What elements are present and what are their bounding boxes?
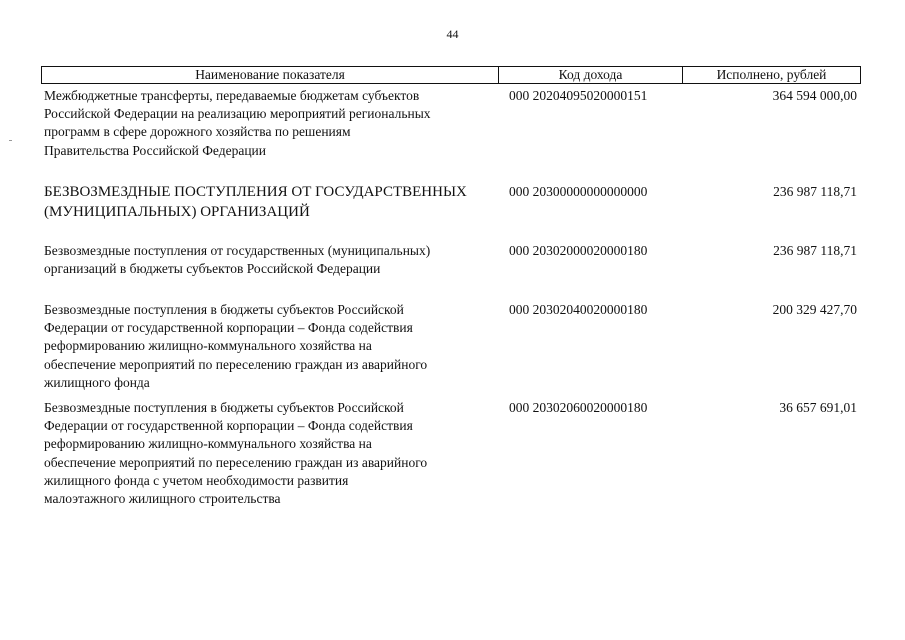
row-name-line: Безвозмездные поступления от государственных (муниципальных) (44, 243, 431, 258)
row-name-line: (МУНИЦИПАЛЬНЫХ) ОРГАНИЗАЦИЙ (44, 204, 310, 220)
row-name (44, 87, 502, 160)
row-amount: 236 987 118,71 (773, 184, 857, 199)
table-header (41, 66, 861, 84)
header-amount: Исполнено, рублей (716, 67, 827, 82)
row-code: 000 20302000020000180 (509, 243, 648, 258)
row-name-line: Безвозмездные поступления в бюджеты субъектов Российской (44, 302, 404, 317)
row-code: 000 20302040020000180 (509, 302, 648, 317)
row-name-line: Межбюджетные трансферты, передаваемые бюджетам субъектов (44, 88, 420, 103)
scan-mark (9, 140, 12, 141)
row-name-line: Правительства Российской Федерации (44, 142, 266, 158)
row-name-line: обеспечение мероприятий по переселению граждан из аварийного (44, 454, 428, 470)
header-name: Наименование показателя (42, 67, 499, 83)
row-name (44, 182, 502, 222)
row-name-line: малоэтажного жилищного строительства (44, 491, 281, 507)
row-amount: 236 987 118,71 (773, 243, 857, 258)
row-code: 000 20204095020000151 (509, 88, 648, 103)
header-code: Код дохода (499, 67, 683, 83)
row-name-line: реформированию жилищно-коммунального хозяйства на (44, 436, 372, 452)
row-name-line: Федерации от государственной корпорации – Фонда содействия (44, 320, 413, 336)
row-name-line: жилищного фонда (44, 374, 150, 390)
row-amount: 364 594 000,00 (772, 88, 857, 103)
row-name-line: Российской Федерации на реализацию мероприятий региональных (44, 106, 431, 122)
row-amount: 200 329 427,70 (772, 302, 857, 317)
row-code: 000 20300000000000000 (509, 184, 648, 199)
row-name-line: Безвозмездные поступления в бюджеты субъектов Российской (44, 400, 404, 415)
row-name-line: организаций в бюджеты субъектов Российской Федерации (44, 261, 381, 277)
row-name (44, 399, 502, 508)
row-name-line: БЕЗВОЗМЕЗДНЫЕ ПОСТУПЛЕНИЯ ОТ ГОСУДАРСТВЕННЫХ (44, 184, 467, 200)
row-name (44, 301, 502, 392)
row-name-line: жилищного фонда с учетом необходимости развития (44, 472, 349, 488)
row-code: 000 20302060020000180 (509, 400, 648, 415)
row-amount: 36 657 691,01 (779, 400, 857, 415)
row-name-line: программ в сфере дорожного хозяйства по решениям (44, 124, 351, 140)
row-name (44, 242, 502, 278)
row-name-line: обеспечение мероприятий по переселению граждан из аварийного (44, 356, 428, 372)
row-name-line: Федерации от государственной корпорации – Фонда содействия (44, 418, 413, 434)
row-name-line: реформированию жилищно-коммунального хозяйства на (44, 338, 372, 354)
page-number: 44 (446, 27, 459, 41)
